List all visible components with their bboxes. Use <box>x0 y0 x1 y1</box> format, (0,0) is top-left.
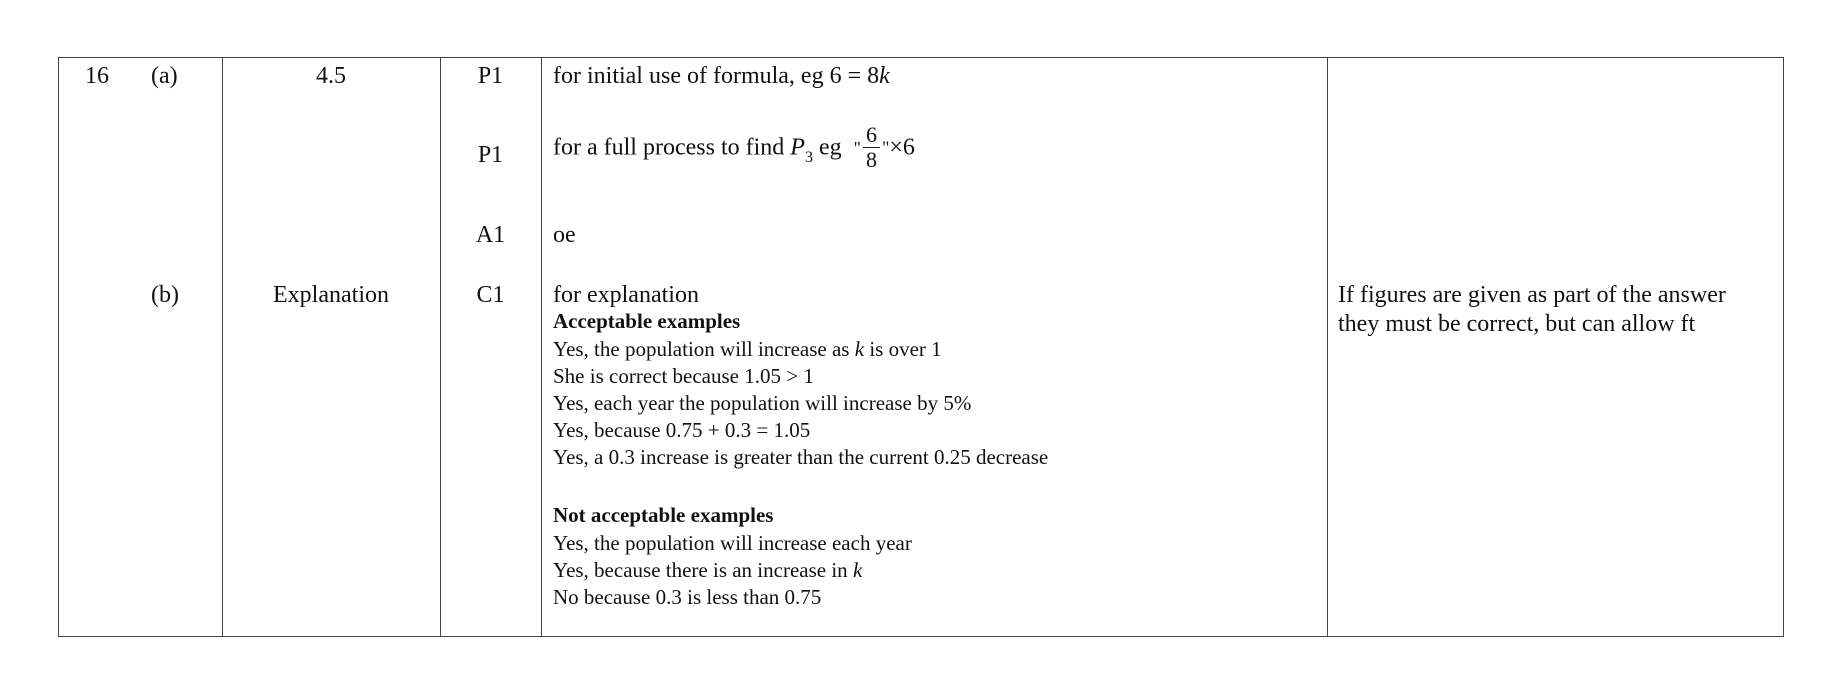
variable-p: P <box>790 134 805 161</box>
column-divider <box>222 58 223 636</box>
part-a-answer: 4.5 <box>316 63 346 89</box>
fraction <box>863 123 880 172</box>
part-a-label: (a) <box>151 63 178 89</box>
part-b-answer: Explanation <box>273 282 389 308</box>
acceptable-example: She is correct because 1.05 > 1 <box>553 364 814 388</box>
mark-description <box>553 123 915 172</box>
mark-code: P1 <box>477 63 504 89</box>
not-acceptable-heading: Not acceptable examples <box>553 503 774 527</box>
mark-description <box>553 64 890 88</box>
fraction-denominator: 8 <box>865 147 877 173</box>
question-number: 16 <box>85 63 109 89</box>
acceptable-heading: Acceptable examples <box>553 309 741 333</box>
acceptable-example: Yes, each year the population will increase by 5% <box>553 391 972 415</box>
variable-k: k <box>879 63 890 89</box>
column-divider <box>541 58 542 636</box>
acceptable-example: Yes, because 0.75 + 0.3 = 1.05 <box>553 418 811 442</box>
mark-code: C1 <box>476 282 505 308</box>
mark-text: for initial use of formula, eg 6 = 8 <box>553 63 880 89</box>
not-acceptable-example: Yes, the population will increase each year <box>553 531 912 555</box>
not-acceptable-example: Yes, because there is an increase in k <box>553 558 863 582</box>
mark-text: for a full process to find <box>553 134 791 161</box>
mark-description: for explanation <box>553 282 699 308</box>
guidance-note: they must be correct, but can allow ft <box>1338 311 1696 337</box>
not-acceptable-example: No because 0.3 is less than 0.75 <box>553 585 822 609</box>
times-sign: × <box>889 134 903 161</box>
quote-mark: " <box>853 137 861 158</box>
mark-text: eg <box>812 134 848 161</box>
quote-mark: " <box>881 137 890 158</box>
subscript: 3 <box>804 149 813 167</box>
mark-code: A1 <box>475 222 506 248</box>
acceptable-example: Yes, a 0.3 increase is greater than the current 0.25 decrease <box>553 445 1049 469</box>
mark-code: P1 <box>477 142 504 168</box>
fraction-numerator: 6 <box>863 123 880 148</box>
guidance-note: If figures are given as part of the answer <box>1338 282 1726 308</box>
factor: 6 <box>902 134 915 161</box>
mark-scheme-table <box>58 57 1784 637</box>
mark-description: oe <box>553 222 576 248</box>
acceptable-example: Yes, the population will increase as k is over 1 <box>553 337 942 361</box>
part-b-label: (b) <box>151 282 179 308</box>
column-divider <box>1327 58 1328 636</box>
